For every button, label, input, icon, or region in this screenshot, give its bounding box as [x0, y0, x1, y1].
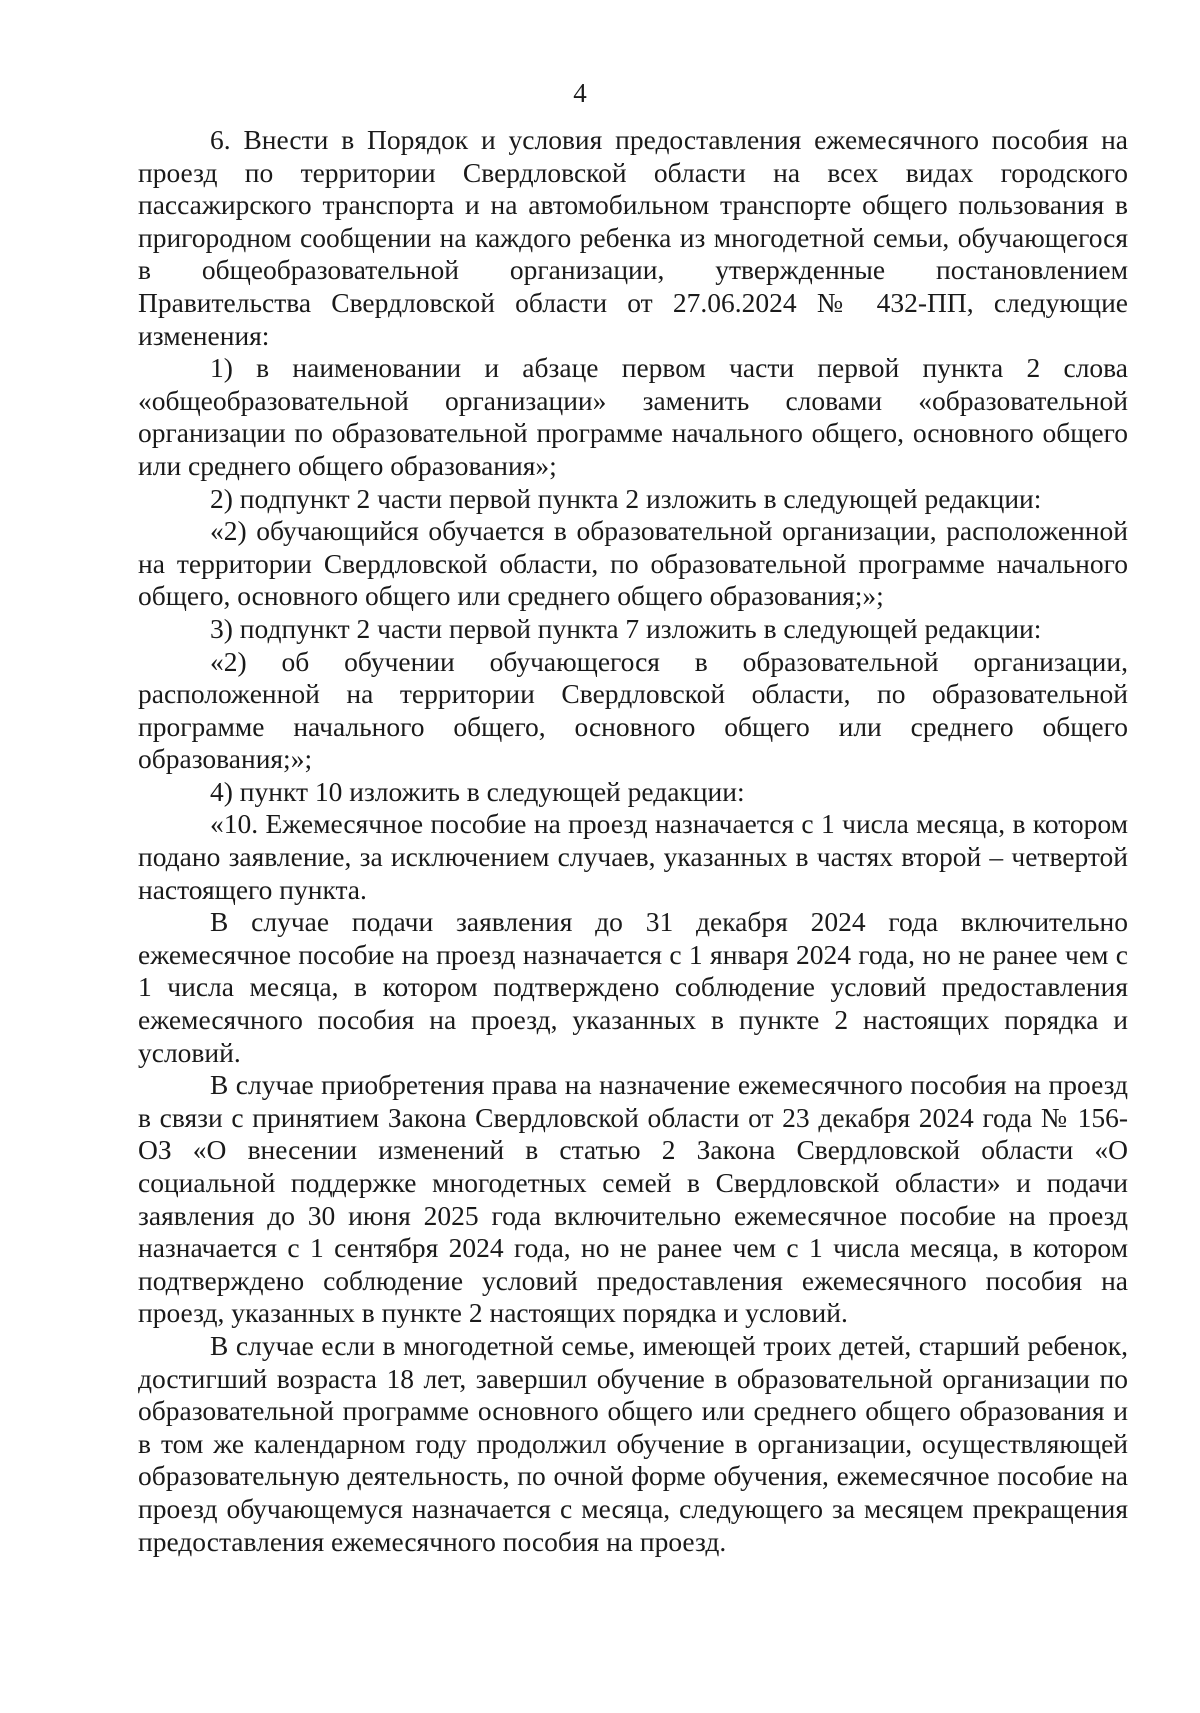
- paragraph-item-6: 6. Внести в Порядок и условия предоставления ежемесячного пособия на проезд по территории Свердловской области на всех видах городского пассажирского транспорта и на автомобильном транспорте общего пользования в пригородном сообщении на каждого ребенка из многодетной семьи, обучающегося в общеобразовательной организации, утвержденные постановлением Правительства Свердловской области от 27.06.2024 № 432-ПП, следующие изменения:: [138, 124, 1128, 351]
- paragraph-subitem-2: 2) подпункт 2 части первой пункта 2 изложить в следующей редакции:: [210, 482, 1042, 514]
- paragraph-subitem-1: 1) в наименовании и абзаце первом части первой пункта 2 слова «общеобразовательной организации» заменить словами «образовательной организации по образовательной программе начального общего, основного общего или среднего общего образования»;: [138, 352, 1128, 481]
- paragraph-subitem-4: 4) пункт 10 изложить в следующей редакции:: [210, 775, 745, 807]
- paragraph-quote-3: «2) об обучении обучающегося в образовательной организации, расположенной на территории Свердловской области, по образовательной программе начального общего, основного общего или среднего общего образования;»;: [138, 645, 1128, 775]
- paragraph-quote-10: «10. Ежемесячное пособие на проезд назначается с 1 числа месяца, в котором подано заявление, за исключением случаев, указанных в частях второй – четвертой настоящего пункта.: [138, 808, 1128, 905]
- paragraph-quote-2: «2) обучающийся обучается в образовательной организации, расположенной на территории Свердловской области, по образовательной программе начального общего, основного общего или среднего общего образования;»;: [138, 515, 1128, 612]
- paragraph-case-family: В случае если в многодетной семье, имеющей троих детей, старший ребенок, достигший возраста 18 лет, завершил обучение в образовательной организации по образовательной программе основного общего или среднего общего образования и в том же календарном году продолжил обучение в организации, осуществляющей образовательную деятельность, по очной форме обучения, ежемесячное пособие на проезд обучающемуся назначается с месяца, следующего за месяцем прекращения предоставления ежемесячного пособия на проезд.: [138, 1329, 1128, 1557]
- paragraph-case-law: В случае приобретения права на назначение ежемесячного пособия на проезд в связи с принятием Закона Свердловской области от 23 декабря 2024 года № 156-ОЗ «О внесении изменений в статью 2 Закона Свердловской области «О социальной поддержке многодетных семей в Свердловской области» и подачи заявления до 30 июня 2025 года включительно ежемесячное пособие на проезд назначается с 1 сентября 2024 года, но не ранее чем с 1 числа месяца, в котором подтверждено соблюдение условий предоставления ежемесячного пособия на проезд, указанных в пункте 2 настоящих порядка и условий.: [138, 1069, 1128, 1329]
- paragraph-subitem-3: 3) подпункт 2 части первой пункта 7 изложить в следующей редакции:: [210, 612, 1042, 644]
- page-number: 4: [573, 78, 587, 108]
- document-body: [138, 124, 1128, 1558]
- paragraph-case-2024: В случае подачи заявления до 31 декабря 2024 года включительно ежемесячное пособие на проезд назначается с 1 января 2024 года, но не ранее чем с 1 числа месяца, в котором подтверждено соблюдение условий предоставления ежемесячного пособия на проезд, указанных в пункте 2 настоящих порядка и условий.: [138, 906, 1128, 1068]
